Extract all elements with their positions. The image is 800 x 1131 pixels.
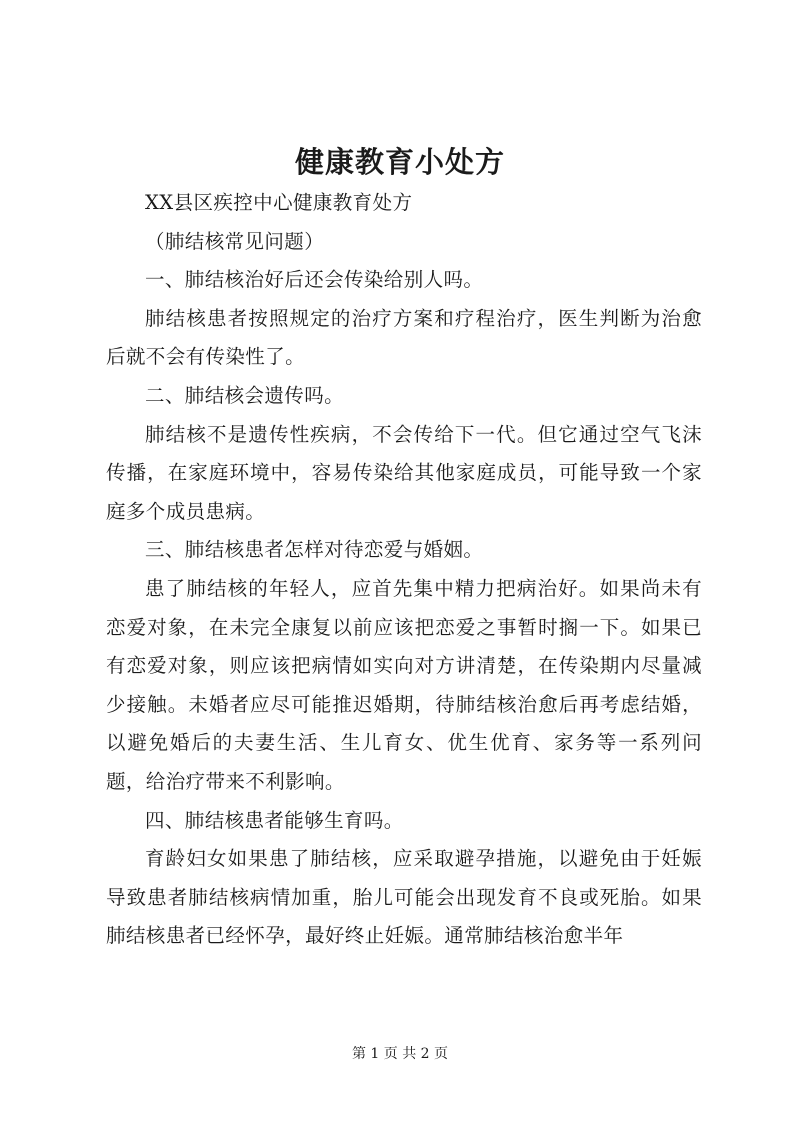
document-body: [106, 184, 702, 956]
answer-paragraph-1: 肺结核患者按照规定的治疗方案和疗程治疗，医生判断为治愈后就不会有传染性了。: [106, 306, 702, 369]
answer-paragraph-3: 患了肺结核的年轻人，应首先集中精力把病治好。如果尚未有恋爱对象，在未完全康复以前应该把恋爱之事暂时搁一下。如果已有恋爱对象，则应该把病情如实向对方讲清楚，在传染期内尽量减少接触。未婚者应尽可能推迟婚期，待肺结核治愈后再考虑结婚，以避免婚后的夫妻生活、生儿育女、优生优育、家务等一系列问题，给治疗带来不利影响。: [106, 576, 702, 793]
subtitle-organization: XX县区疾控中心健康教育处方: [145, 191, 413, 214]
question-heading-4: 四、肺结核患者能够生育吗。: [145, 808, 404, 832]
answer-paragraph-2: 肺结核不是遗传性疾病，不会传给下一代。但它通过空气飞沫传播，在家庭环境中，容易传染给其他家庭成员，可能导致一个家庭多个成员患病。: [106, 422, 702, 523]
document-title: 健康教育小处方: [294, 145, 505, 179]
question-heading-2: 二、肺结核会遗传吗。: [145, 383, 345, 407]
answer-paragraph-4: 育龄妇女如果患了肺结核，应采取避孕措施，以避免由于妊娠导致患者肺结核病情加重，胎儿可能会出现发育不良或死胎。如果肺结核患者已经怀孕，最好终止妊娠。通常肺结核治愈半年: [106, 847, 702, 948]
question-heading-3: 三、肺结核患者怎样对待恋爱与婚姻。: [145, 538, 484, 562]
page-number-footer: 第 1 页 共 2 页: [351, 1046, 449, 1062]
subtitle-topic: （肺结核常见问题）: [145, 229, 325, 253]
question-heading-1: 一、肺结核治好后还会传染给别人吗。: [145, 268, 484, 292]
